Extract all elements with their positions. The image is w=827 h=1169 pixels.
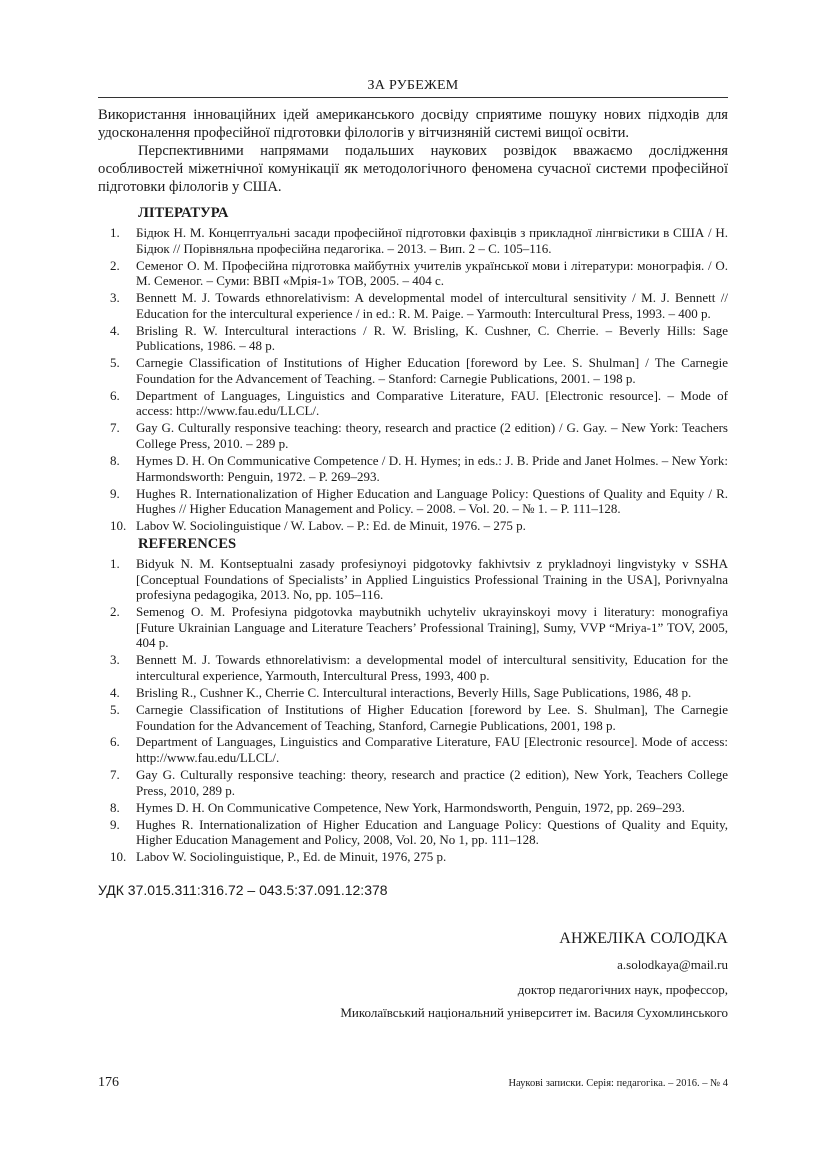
item-text: Gay G. Culturally responsive teaching: theory, research and practice (2 edition), New York, Teachers College Press, 2010, 289 p. [136, 767, 728, 798]
item-number: 6. [110, 387, 120, 403]
item-number: 5. [110, 701, 120, 717]
item-number: 2. [110, 257, 120, 273]
list-item [98, 734, 728, 765]
item-number: 2. [110, 604, 120, 620]
item-text: Carnegie Classification of Institutions of Higher Education [foreword by Lee. S. Shulman], The Carnegie Foundation for the Advancement of Teaching, Stanford, Carnegie Publications, 2001, 198 p. [136, 701, 728, 733]
list-item [98, 702, 728, 733]
literature-list [98, 225, 728, 535]
list-item [98, 486, 728, 517]
item-number: 8. [110, 453, 120, 469]
page-number: 176 [98, 1075, 119, 1090]
item-text: Hughes R. Internationalization of Higher Education and Language Policy: Questions of Quality and Equity, Higher Education Management and Policy, 2008, Vol. 20, No 1, pp. 111–128. [136, 816, 728, 848]
list-item [98, 388, 728, 419]
body-paragraph: Перспективними напрямами подальших наукових розвідок вважаємо дослідження особливостей міжетнічної комунікації як методологічного феномена сучасної системи професійної підготовки філологів у США. [98, 143, 728, 195]
item-number: 1. [110, 225, 120, 240]
udc-code: УДК 37.015.311:316.72 – 043.5:37.091.12:378 [98, 882, 388, 898]
item-number: 9. [110, 485, 120, 501]
item-text: Bidyuk N. M. Kontseptualni zasady profesiynoyi pidgotovky fakhivtsiv z prykladnoyi lingvistyky v SSHA [Conceptual Foundations of Specialists’ in Applied Linguistics Professional Training in the USA], Porivnyalna profesiyna pedagogika, 2013. No, pp. 105–116. [136, 556, 728, 603]
item-text: Hymes D. H. On Communicative Competence / D. H. Hymes; in eds.: J. B. Pride and Janet Holmes. – New York: Harmondsworth: Penguin, 1972. – P. 269–293. [136, 453, 728, 484]
item-number: 4. [110, 684, 120, 700]
item-text: Brisling R., Cushner K., Cherrie C. Intercultural interactions, Beverly Hills, Sage Publications, 1986, 48 p. [136, 684, 692, 700]
item-number: 3. [110, 290, 120, 306]
item-text: Hughes R. Internationalization of Higher Education and Language Policy: Questions of Quality and Equity / R. Hughes // Higher Education Management and Policy. – 2008. – Vol. 20. – № 1. – P. 111–128. [136, 485, 728, 517]
list-item [98, 323, 728, 354]
list-item [98, 355, 728, 386]
item-text: Semenog O. M. Profesiyna pidgotovka maybutnikh uchyteliv ukrayinskoyi movy i literatury: monografiya [Future Ukrainian Language and Literature Teachers’ Professional Training], Sumy, VVP “Mriya-1” TOV, 2005, 404 p. [136, 604, 728, 651]
item-number: 10. [110, 518, 127, 534]
item-text: Department of Languages, Linguistics and Comparative Literature, FAU. [Electronic resource]. – Mode of access: http://www.fau.edu/LLCL/. [136, 387, 728, 419]
author-name: АНЖЕЛІКА СОЛОДКА [559, 930, 728, 947]
item-text: Hymes D. H. On Communicative Competence, New York, Harmondsworth, Penguin, 1972, pp. 269–293. [136, 799, 685, 815]
item-text: Бідюк Н. М. Концептуальні засади професійної підготовки фахівців з прикладної лінгвістики в США / Н. Бідюк // Порівняльна професійна педагогіка. – 2013. – Вип. 2 – С. 105–116. [136, 225, 728, 256]
list-item [98, 817, 728, 848]
journal-footer: Наукові записки. Серія: педагогіка. – 2016. – № 4 [508, 1078, 728, 1089]
item-number: 7. [110, 767, 120, 783]
item-text: Brisling R. W. Intercultural interactions / R. W. Brisling, K. Cushner, C. Cherrie. – Beverly Hills: Sage Publications, 1986. – 48 p. [136, 322, 728, 354]
list-item [98, 290, 728, 321]
list-item [98, 685, 728, 701]
list-item [98, 604, 728, 651]
item-text: Gay G. Culturally responsive teaching: theory, research and practice (2 edition) / G. Gay. – New York: Teachers College Press, 2010. – 289 p. [136, 420, 728, 452]
header-rule [98, 97, 728, 98]
item-number: 8. [110, 799, 120, 815]
body-paragraph: Використання інноваційних ідей американського досвіду сприятиме пошуку нових підходів для удосконалення професійної підготовки філологів у вітчизняній системі вищої освіти. [98, 107, 728, 141]
item-number: 5. [110, 355, 120, 371]
author-degree: доктор педагогічних наук, профессор, [517, 982, 728, 997]
list-item [98, 420, 728, 451]
item-number: 4. [110, 322, 120, 338]
list-item [98, 849, 728, 865]
list-item [98, 767, 728, 798]
list-item [98, 518, 728, 534]
references-heading: REFERENCES [138, 536, 237, 552]
list-item [98, 652, 728, 683]
author-email: a.solodkaya@mail.ru [617, 957, 728, 972]
item-text: Bennett M. J. Towards ethnorelativism: a developmental model of intercultural sensitivity, Education for the intercultural experience, Yarmouth, Intercultural Press, 1993, 400 p. [136, 652, 728, 683]
body-text [98, 106, 728, 196]
item-number: 7. [110, 420, 120, 436]
item-text: Семеног О. М. Професійна підготовка майбутніх учителів української мови і літератури: монографія. / О. М. Семеног. – Суми: ВВП «Мрія-1» ТОВ, 2005. – 404 с. [136, 257, 728, 289]
list-item [98, 453, 728, 484]
item-number: 1. [110, 556, 120, 571]
item-text: Carnegie Classification of Institutions of Higher Education [foreword by Lee. S. Shulman] / The Carnegie Foundation for the Advancement of Teaching. – Stanford: Carnegie Publications, 2001. – 198 p. [136, 355, 728, 386]
literature-heading: ЛІТЕРАТУРА [138, 205, 229, 221]
running-head: ЗА РУБЕЖЕМ [367, 78, 459, 93]
item-text: Department of Languages, Linguistics and Comparative Literature, FAU [Electronic resource]. Mode of access: http://www.fau.edu/LLCL/. [136, 734, 728, 766]
item-number: 9. [110, 816, 120, 832]
item-text: Labov W. Sociolinguistique, P., Ed. de Minuit, 1976, 275 p. [136, 849, 447, 865]
item-text: Bennett M. J. Towards ethnorelativism: A developmental model of intercultural sensitivity / M. J. Bennett // Education for the intercultural experience / in ed.: R. M. Paige. – Yarmouth: Intercultural Press, 1993. – 400 p. [136, 290, 728, 321]
list-item [98, 225, 728, 256]
item-text: Labov W. Sociolinguistique / W. Labov. – P.: Ed. de Minuit, 1976. – 275 p. [136, 518, 526, 534]
item-number: 3. [110, 652, 120, 668]
author-affiliation: Миколаївський національний університет ім. Василя Сухомлинського [340, 1005, 728, 1020]
list-item [98, 800, 728, 816]
item-number: 6. [110, 734, 120, 750]
list-item [98, 258, 728, 289]
item-number: 10. [110, 849, 127, 865]
references-list [98, 556, 728, 866]
list-item [98, 556, 728, 603]
